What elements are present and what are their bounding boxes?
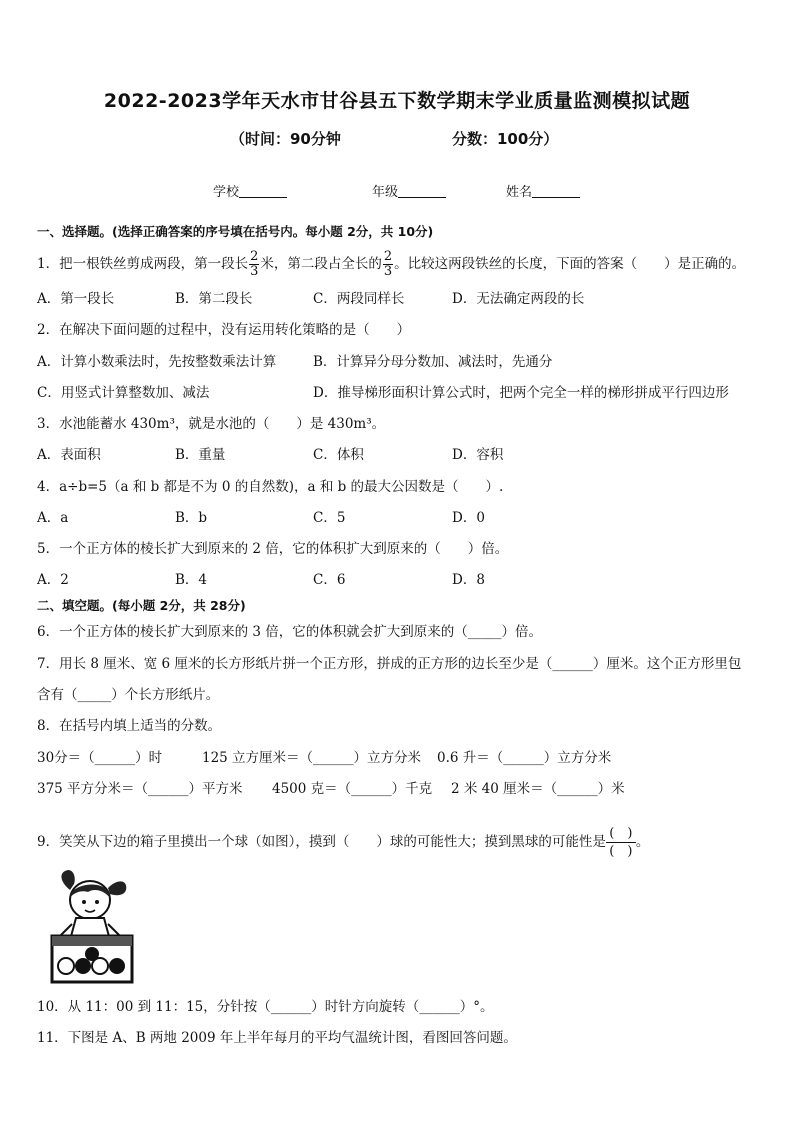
exam-score: 分数：100分）: [452, 130, 559, 148]
question-7-line2: 含有（_____）个长方形纸片。: [37, 687, 220, 703]
q1-option-b: B．第二段长: [175, 291, 253, 307]
q1-text-post: 。比较这两段铁丝的长度，下面的答案（ ）是正确的。: [394, 256, 746, 272]
q4-option-a: A．a: [37, 510, 69, 526]
white-ball-icon: [58, 958, 74, 974]
section2-heading: 二、填空题。(每小题 2分，共 28分): [37, 598, 246, 613]
question-8: 8．在括号内填上适当的分数。: [37, 718, 222, 734]
q4-option-b: B．b: [175, 510, 208, 526]
q5-option-a: A．2: [37, 572, 69, 588]
question-2: 2．在解决下面问题的过程中，没有运用转化策略的是（ ）: [37, 322, 411, 338]
q1-option-d: D．无法确定两段的长: [452, 291, 585, 307]
q4-option-d: D．0: [452, 510, 485, 526]
q8-item-1: 30分＝（______）时: [37, 750, 163, 766]
name-label: 姓名: [506, 185, 533, 200]
q2-option-a: A．计算小数乘法时，先按整数乘法计算: [37, 354, 277, 370]
q5-option-c: C．6: [313, 572, 346, 588]
q8-item-6: 2 米 40 厘米＝（______）米: [451, 781, 625, 797]
grade-blank: [398, 185, 446, 198]
question-7-line1: 7．用长 8 厘米、宽 6 厘米的长方形纸片拼一个正方形，拼成的正方形的边长至少是（______）厘米。这个正方形里包: [37, 656, 742, 672]
girl-with-ball-box-illustration: [48, 868, 136, 986]
exam-title: 2022-2023学年天水市甘谷县五下数学期末学业质量监测模拟试题: [103, 90, 691, 112]
question-5: 5．一个正方体的棱长扩大到原来的 2 倍，它的体积扩大到原来的（ ）倍。: [37, 541, 509, 557]
q3-option-a: A．表面积: [37, 447, 101, 463]
eye-left: [82, 900, 86, 904]
black-ball-icon: [75, 958, 91, 974]
q8-item-4: 375 平方分米＝（______）平方米: [37, 781, 243, 797]
exam-time: （时间：90分钟: [230, 130, 341, 148]
q5-option-b: B．4: [175, 572, 208, 588]
section1-heading: 一、选择题。(选择正确答案的序号填在括号内。每小题 2分，共 10分): [37, 224, 434, 239]
question-6: 6．一个正方体的棱长扩大到原来的 3 倍，它的体积就会扩大到原来的（_____）倍。: [37, 624, 543, 640]
q8-item-5: 4500 克＝（______）千克: [272, 781, 433, 797]
q1-text-mid: 米，第二段占全长的: [260, 256, 382, 272]
black-ball-icon: [109, 958, 125, 974]
q4-option-c: C．5: [313, 510, 346, 526]
name-blank: [532, 185, 580, 198]
question-9: [37, 825, 649, 860]
q9-frac-bottom: ( ): [609, 844, 633, 859]
q3-option-d: D．容积: [452, 447, 504, 463]
q1-frac1-den: 3: [250, 264, 259, 279]
hair-bunch-right: [108, 881, 126, 895]
name-field: [506, 181, 580, 200]
school-label: 学校: [213, 185, 240, 200]
grade-label: 年级: [372, 185, 399, 200]
q2-option-c: C．用竖式计算整数加、减法: [37, 385, 210, 401]
q2-option-b: B．计算异分母分数加、减法时，先通分: [313, 354, 553, 370]
school-blank: [239, 185, 287, 198]
q3-option-b: B．重量: [175, 447, 226, 463]
school-field: [213, 181, 287, 200]
black-ball-icon: [85, 947, 99, 961]
q9-text-end: 。: [635, 834, 650, 850]
q8-item-2: 125 立方厘米＝（______）立方分米: [202, 750, 422, 766]
q1-option-a: A．第一段长: [37, 291, 115, 307]
q1-fraction-2: [383, 250, 393, 279]
q3-option-c: C．体积: [313, 447, 364, 463]
question-4: 4．a÷b=5（a 和 b 都是不为 0 的自然数)，a 和 b 的最大公因数是（ ）.: [37, 479, 504, 495]
question-1: [37, 250, 745, 279]
q1-fraction-1: [249, 250, 259, 279]
q5-option-d: D．8: [452, 572, 485, 588]
question-10: 10．从 11：00 到 11：15，分针按（______）时针方向旋转（______）°。: [37, 999, 494, 1015]
question-3: 3．水池能蓄水 430m³，就是水池的（ ）是 430m³。: [37, 416, 386, 432]
box-top-band: [52, 936, 132, 946]
q2-option-d: D．推导梯形面积计算公式时，把两个完全一样的梯形拼成平行四边形: [313, 385, 729, 401]
q1-option-c: C．两段同样长: [313, 291, 405, 307]
q9-frac-top: ( ): [606, 825, 636, 843]
eye-right: [95, 900, 99, 904]
q1-frac2-den: 3: [383, 264, 393, 279]
question-11: 11．下图是 A、B 两地 2009 年上半年每月的平均气温统计图，看图回答问题。: [37, 1030, 517, 1046]
q1-frac2-num: 2: [383, 249, 393, 264]
q9-text: 9．笑笑从下边的箱子里摸出一个球（如图），摸到（ ）球的可能性大；摸到黑球的可能性是: [37, 834, 606, 850]
q1-frac1-num: 2: [250, 249, 259, 264]
q1-text-pre: 1．把一根铁丝剪成两段，第一段长: [37, 256, 249, 272]
grade-field: [372, 181, 446, 200]
q9-blank-fraction: [606, 825, 636, 860]
q8-item-3: 0.6 升＝（______）立方分米: [437, 750, 612, 766]
hair-bunch-left: [61, 870, 74, 890]
